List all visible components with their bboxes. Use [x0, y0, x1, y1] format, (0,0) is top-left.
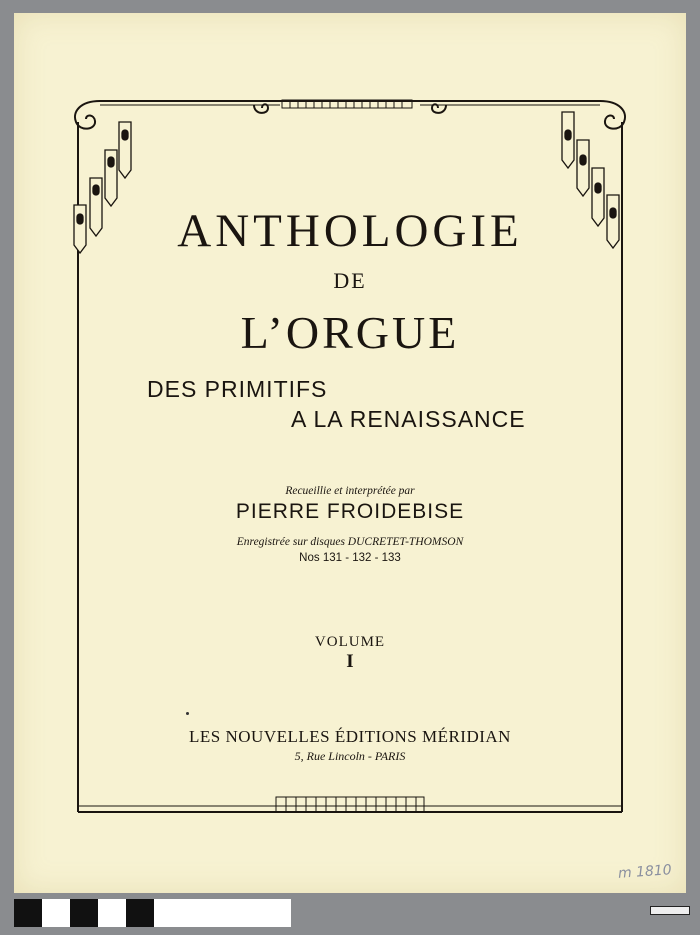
scale-bar-white-long — [154, 899, 291, 927]
scale-bar-white-1 — [42, 899, 70, 927]
title-line-1: ANTHOLOGIE — [177, 205, 523, 257]
scale-bar-white-2 — [98, 899, 126, 927]
recording-info: Enregistrée sur disques DUCRETET-THOMSON — [236, 536, 464, 548]
subtitle-line-1: DES PRIMITIFS — [147, 376, 328, 402]
publisher-name: LES NOUVELLES ÉDITIONS MÉRIDIAN — [189, 727, 511, 746]
handwritten-note: m 1810 — [617, 862, 673, 882]
scale-bar-black-1 — [14, 899, 42, 927]
title-connector: DE — [333, 268, 367, 293]
scale-bar-black-3 — [126, 899, 154, 927]
collected-by-label: Recueillie et interprétée par — [285, 485, 415, 497]
subtitle-line-2: A LA RENAISSANCE — [291, 406, 526, 432]
author-name: PIERRE FROIDEBISE — [235, 500, 465, 523]
volume-number: I — [346, 651, 354, 672]
ink-dot — [186, 712, 189, 715]
barcode-label — [650, 906, 690, 915]
title-line-2: L’ORGUE — [240, 307, 460, 358]
volume-label: VOLUME — [314, 634, 386, 650]
publisher-address: 5, Rue Lincoln - PARIS — [294, 749, 406, 763]
disc-numbers: Nos 131 - 132 - 133 — [299, 552, 401, 564]
scale-bar-black-2 — [70, 899, 98, 927]
